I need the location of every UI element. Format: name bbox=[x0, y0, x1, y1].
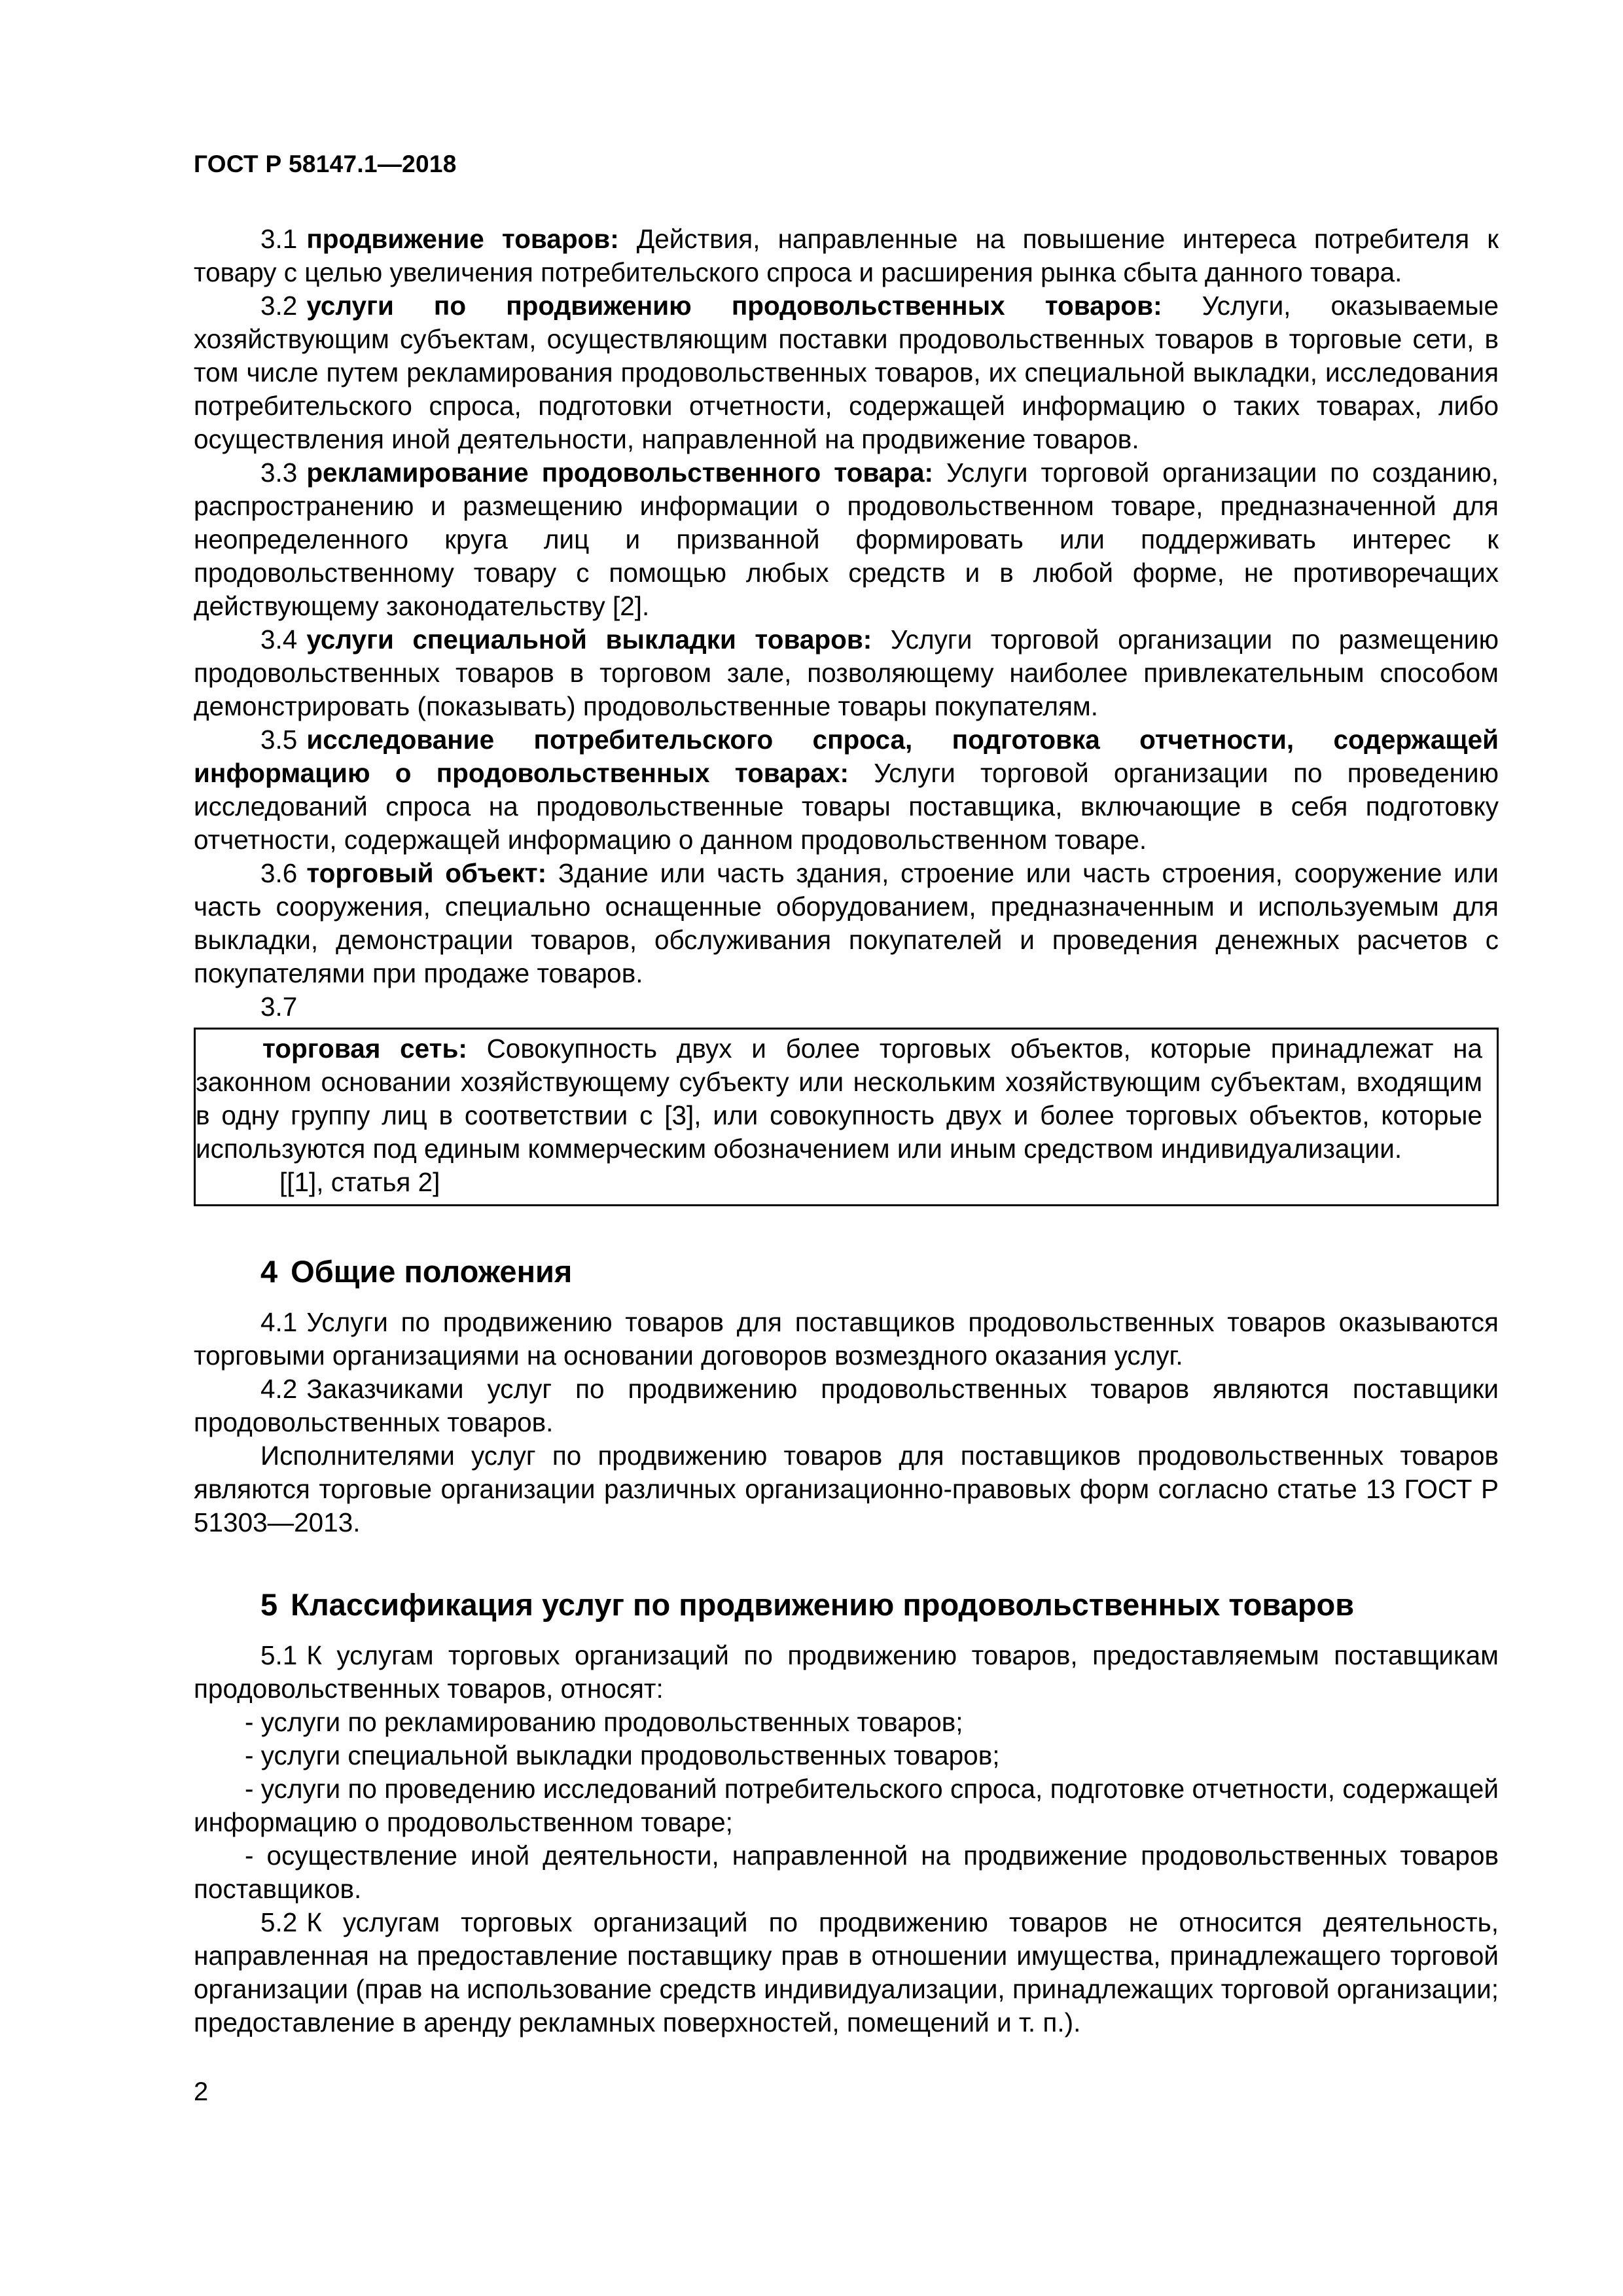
clause-4-2-continuation: Исполнителями услуг по продвижению товаров для поставщиков продовольственных товаров являются торговые организации различных организационно-правовых форм согласно статье 13 ГОСТ Р 51303—2013. bbox=[194, 1441, 1499, 1537]
clause-text: К услугам торговых организаций по продвижению товаров, предоставляемым поставщикам продовольственных товаров, относят: bbox=[194, 1640, 1499, 1704]
clause-number: 4.1 bbox=[260, 1307, 298, 1337]
section-heading-4 bbox=[260, 1253, 1499, 1290]
section-number: 4 bbox=[260, 1254, 278, 1289]
clause-text: Услуги по продвижению товаров для поставщиков продовольственных товаров оказываются торговыми организациями на основании договоров возмездного оказания услуг. bbox=[194, 1307, 1499, 1371]
section-title: Общие положения bbox=[291, 1254, 573, 1289]
clause-text: Действия, направленные на повышение интереса потребителя к товару с целью увеличения потребительского спроса и расширения рынка сбыта данного товара. bbox=[194, 224, 1499, 287]
clause-3-1 bbox=[194, 223, 1499, 289]
quoted-definition-box bbox=[194, 1028, 1499, 1206]
clause-text: Совокупность двух и более торговых объектов, которые принадлежат на законном основании хозяйствующему субъекту или нескольким хозяйствующим субъектам, входящим в одну группу лиц в соответствии с [3], или совокупность двух и более торговых объектов, которые используются под единым коммерческим обозначением или иным средством индивидуализации. bbox=[196, 1033, 1482, 1164]
clause-term: торговый объект: bbox=[306, 858, 547, 888]
clause-text: Услуги торговой организации по проведению исследований спроса на продовольственные товары поставщика, включающие в себя подготовку отчетности, содержащей информацию о данном продовольственном товаре. bbox=[194, 758, 1499, 855]
clause-4-1 bbox=[194, 1306, 1499, 1372]
clause-number: 5.1 bbox=[260, 1640, 298, 1670]
section-number: 5 bbox=[260, 1587, 278, 1622]
list-item: - услуги специальной выкладки продовольственных товаров; bbox=[245, 1740, 1000, 1770]
clause-number: 3.2 bbox=[260, 291, 298, 321]
list-item: - услуги по рекламированию продовольственных товаров; bbox=[245, 1707, 963, 1737]
clause-3-7-number: 3.7 bbox=[260, 992, 298, 1022]
clause-number: 3.4 bbox=[260, 624, 298, 655]
clause-3-7 bbox=[196, 1032, 1482, 1166]
section-heading-5 bbox=[260, 1587, 1499, 1623]
clause-3-6 bbox=[194, 857, 1499, 990]
clause-term: услуги специальной выкладки товаров: bbox=[306, 624, 872, 655]
clause-3-2 bbox=[194, 289, 1499, 456]
clause-text: Заказчиками услуг по продвижению продовольственных товаров являются поставщики продовольственных товаров. bbox=[194, 1374, 1499, 1437]
clause-number: 4.2 bbox=[260, 1374, 298, 1404]
clause-3-5 bbox=[194, 723, 1499, 857]
clause-number: 3.3 bbox=[260, 457, 298, 488]
clause-term: торговая сеть: bbox=[262, 1033, 467, 1064]
clause-text: Здание или часть здания, строение или часть строения, сооружение или часть сооружения, специально оснащенные оборудованием, предназначенным и используемым для выкладки, демонстрации товаров, обслуживания покупателей и проведения денежных расчетов с покупателями при продаже товаров. bbox=[194, 858, 1499, 988]
clause-5-1 bbox=[194, 1639, 1499, 1706]
clause-term: продвижение товаров: bbox=[306, 224, 619, 254]
clause-text: Услуги, оказываемые хозяйствующим субъектам, осуществляющим поставки продовольственных товаров в торговые сети, в том числе путем рекламирования продовольственных товаров, их специальной выкладки, исследования потребительского спроса, подготовки отчетности, содержащей информацию о таких товарах, либо осуществления иной деятельности, направленной на продвижение товаров. bbox=[194, 291, 1499, 454]
page-number: 2 bbox=[194, 2077, 209, 2106]
source-reference: [[1], статья 2] bbox=[279, 1167, 440, 1197]
document-id-header: ГОСТ Р 58147.1—2018 bbox=[194, 151, 457, 177]
list-item: - осуществление иной деятельности, направленной на продвижение продовольственных товаров поставщиков. bbox=[194, 1840, 1499, 1904]
section-title: Классификация услуг по продвижению продовольственных товаров bbox=[291, 1587, 1355, 1622]
clause-term: услуги по продвижению продовольственных товаров: bbox=[306, 291, 1162, 321]
clause-text: К услугам торговых организаций по продвижению товаров не относится деятельность, направленная на предоставление поставщику прав в отношении имущества, принадлежащего торговой организации (прав на использование средств индивидуализации, принадлежащих торговой организации; предоставление в аренду рекламных поверхностей, помещений и т. п.). bbox=[194, 1907, 1499, 2037]
clause-3-3 bbox=[194, 456, 1499, 623]
clause-text: Услуги торговой организации по размещению продовольственных товаров в торговом зале, позволяющему наиболее привлекательным способом демонстрировать (показывать) продовольственные товары покупателям. bbox=[194, 624, 1499, 721]
clause-3-4 bbox=[194, 623, 1499, 723]
clause-number: 3.5 bbox=[260, 725, 298, 755]
clause-number: 5.2 bbox=[260, 1907, 298, 1937]
clause-4-2 bbox=[194, 1372, 1499, 1439]
clause-term: исследование потребительского спроса, подготовка отчетности, содержащей информацию о продовольственных товарах: bbox=[194, 725, 1499, 788]
clause-5-2 bbox=[194, 1906, 1499, 2039]
clause-term: рекламирование продовольственного товара: bbox=[306, 457, 933, 488]
clause-number: 3.1 bbox=[260, 224, 298, 254]
clause-number: 3.6 bbox=[260, 858, 298, 888]
document-body bbox=[194, 223, 1499, 2039]
list-item: - услуги по проведению исследований потребительского спроса, подготовке отчетности, содержащей информацию о продовольственном товаре; bbox=[194, 1774, 1499, 1837]
clause-text: Услуги торговой организации по созданию, распространению и размещению информации о продовольственном товаре, предназначенной для неопределенного круга лиц и призванной формировать или поддерживать интерес к продовольственному товару с помощью любых средств и в любой форме, не противоречащих действующему законодательству [2]. bbox=[194, 457, 1499, 621]
